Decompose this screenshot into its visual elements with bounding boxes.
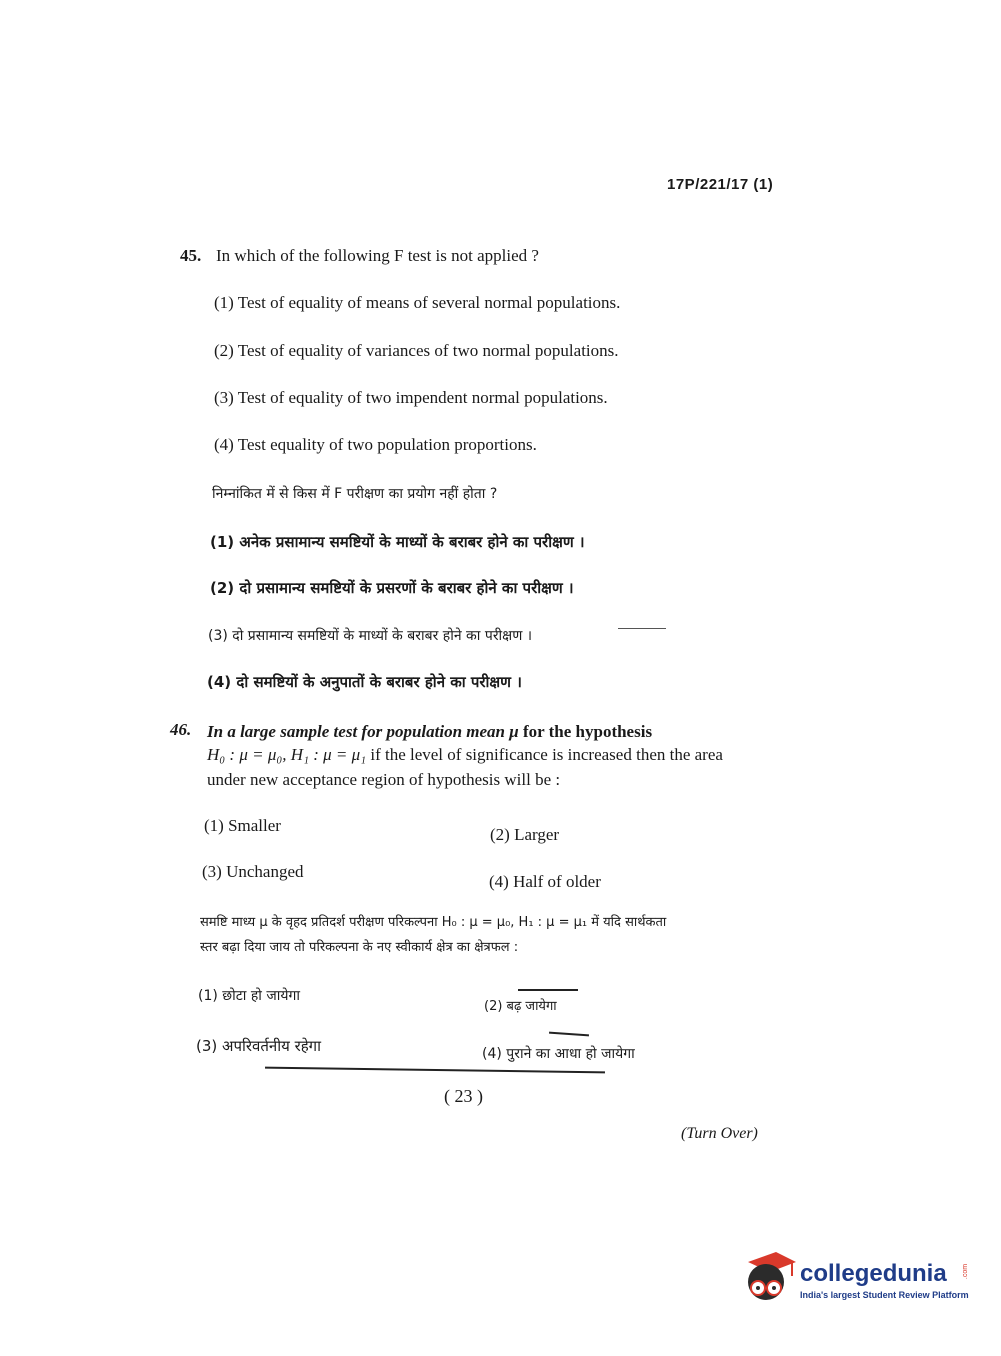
option-4-hi: (4) दो समष्टियों के अनुपातों के बराबर होने का परीक्षण । — [207, 673, 522, 691]
question-number: 46. — [170, 720, 192, 739]
option-3-hi: (3) दो प्रसामान्य समष्टियों के माध्यों के बराबर होने का परीक्षण । — [208, 628, 533, 644]
mu-symbol: μ — [509, 722, 519, 741]
option-4-en: (4) Test equality of two population proportions. — [214, 435, 537, 454]
line2-text: if the level of significance is increased then the area — [370, 745, 723, 764]
option-4-en: (4) Half of older — [489, 872, 601, 891]
option-1-en: (1) Test of equality of means of several normal populations. — [214, 293, 621, 312]
question-text-hi-line-2: स्तर बढ़ा दिया जाय तो परिकल्पना के नए स्वीकार्य क्षेत्र का क्षेत्रफल : — [200, 940, 519, 955]
option-3-hi: (3) अपरिवर्तनीय रहेगा — [196, 1037, 322, 1055]
option-2-hi: (2) दो प्रसामान्य समष्टियों के प्रसरणों के बराबर होने का परीक्षण । — [210, 579, 574, 597]
brand-tagline: India's largest Student Review Platform — [800, 1290, 969, 1300]
brand-name: collegedunia — [800, 1260, 947, 1287]
question-text-hi: निम्नांकित में से किस में F परीक्षण का प्रयोग नहीं होता ? — [212, 486, 498, 502]
line1-text-b: for the hypothesis — [522, 722, 653, 741]
question-line-2 — [207, 745, 723, 765]
question-line-3: under new acceptance region of hypothesis will be : — [207, 770, 561, 789]
question-text-en: In which of the following F test is not applied ? — [216, 246, 539, 265]
option-1-en: (1) Smaller — [204, 816, 281, 835]
option-2-hi: (2) बढ़ जायेगा — [484, 999, 557, 1014]
question-line-1 — [207, 722, 652, 742]
option-3-en: (3) Unchanged — [202, 862, 304, 881]
pen-stroke — [518, 989, 578, 991]
option-2-en: (2) Larger — [490, 825, 560, 844]
pen-stroke — [549, 1032, 589, 1037]
option-3-en: (3) Test of equality of two impendent normal populations. — [214, 388, 608, 407]
pen-underline — [265, 1067, 605, 1074]
option-1-hi: (1) अनेक प्रसामान्य समष्टियों के माध्यों के बराबर होने का परीक्षण । — [210, 533, 585, 551]
option-2-en: (2) Test of equality of variances of two normal populations. — [214, 341, 619, 360]
line1-text-a: In a large sample test for population mean — [207, 722, 505, 741]
pen-stroke — [618, 628, 666, 629]
turn-over-note: (Turn Over) — [681, 1125, 758, 1142]
option-4-hi: (4) पुराने का आधा हो जायेगा — [482, 1046, 635, 1062]
option-1-hi: (1) छोटा हो जायेगा — [198, 988, 301, 1004]
hypothesis-formula: H₀ : μ = μ₀, H₁ : μ = μ₁ — [207, 745, 367, 764]
question-text-hi-line-1: समष्टि माध्य μ के वृहद प्रतिदर्श परीक्षण परिकल्पना H₀ : μ = μ₀, H₁ : μ = μ₁ में यदि सार्थकता — [200, 915, 667, 930]
paper-code: 17P/221/17 (1) — [667, 176, 774, 193]
question-number: 45. — [180, 246, 202, 265]
mascot-icon — [740, 1248, 798, 1308]
brand-dotcom: .com — [962, 1263, 970, 1280]
collegedunia-watermark — [740, 1248, 970, 1308]
page-number: ( 23 ) — [444, 1086, 483, 1106]
